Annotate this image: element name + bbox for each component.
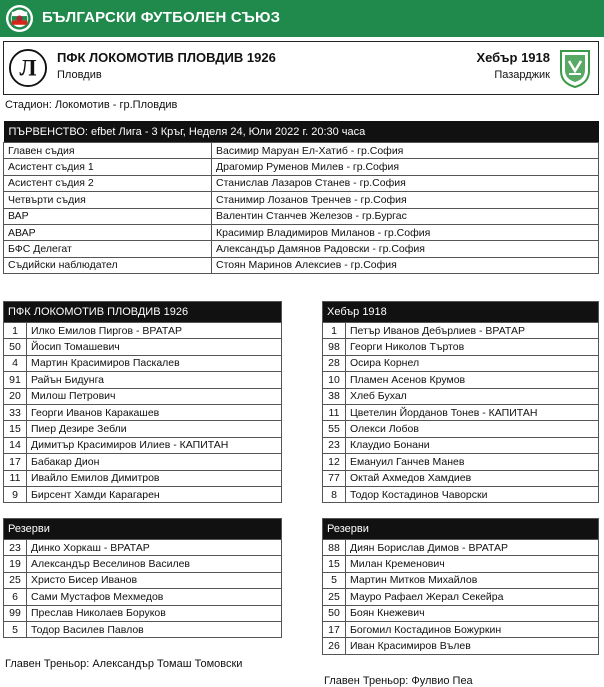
player-number: 77 xyxy=(323,470,346,486)
player-name: Боян Кнежевич xyxy=(346,605,599,621)
stadium-label: Стадион: Локомотив - гр.Пловдив xyxy=(5,99,178,111)
away-coach: Главен Треньор: Фулвио Пеа xyxy=(324,675,473,687)
player-name: Петър Иванов Дебърлиев - ВРАТАР xyxy=(346,323,599,339)
player-number: 17 xyxy=(323,621,346,637)
official-row xyxy=(4,241,599,257)
lokomotiv-crest-icon xyxy=(9,49,47,87)
player-name: Христо Бисер Иванов xyxy=(27,572,282,588)
player-number: 26 xyxy=(323,638,346,654)
player-row xyxy=(323,470,599,486)
player-number: 6 xyxy=(4,589,27,605)
player-name: Димитър Красимиров Илиев - КАПИТАН xyxy=(27,437,282,453)
player-row xyxy=(323,339,599,355)
player-row xyxy=(4,323,282,339)
player-number: 25 xyxy=(4,572,27,588)
official-row xyxy=(4,257,599,273)
player-name: Иван Красимиров Вълев xyxy=(346,638,599,654)
player-number: 23 xyxy=(4,540,27,556)
player-row xyxy=(4,572,282,588)
home-team-city: Пловдив xyxy=(57,69,102,81)
player-row xyxy=(4,437,282,453)
player-row xyxy=(323,454,599,470)
player-name: Цветелин Йорданов Тонев - КАПИТАН xyxy=(346,404,599,420)
player-number: 9 xyxy=(4,486,27,502)
player-row xyxy=(323,638,599,654)
player-row xyxy=(4,388,282,404)
home-lineup-table xyxy=(3,301,282,503)
home-coach: Главен Треньор: Александър Томаш Томовски xyxy=(5,658,243,670)
federation-header xyxy=(0,0,604,37)
official-role: Асистент съдия 1 xyxy=(4,159,212,175)
player-row xyxy=(323,572,599,588)
player-row xyxy=(4,454,282,470)
official-role: Главен съдия xyxy=(4,143,212,159)
player-number: 8 xyxy=(323,486,346,502)
player-name: Мауро Рафаел Жерал Секейра xyxy=(346,589,599,605)
player-number: 11 xyxy=(323,404,346,420)
player-row xyxy=(323,421,599,437)
player-row xyxy=(4,470,282,486)
player-number: 15 xyxy=(4,421,27,437)
player-row xyxy=(323,556,599,572)
player-name: Илко Емилов Пиргов - ВРАТАР xyxy=(27,323,282,339)
player-row xyxy=(4,589,282,605)
player-row xyxy=(4,404,282,420)
officials-table xyxy=(3,121,599,274)
player-name: Тодор Костадинов Чаворски xyxy=(346,486,599,502)
player-row xyxy=(4,486,282,502)
home-lineup-title: ПФК ЛОКОМОТИВ ПЛОВДИВ 1926 xyxy=(4,302,282,323)
away-lineup-table xyxy=(322,301,599,503)
player-row xyxy=(323,621,599,637)
player-number: 99 xyxy=(4,605,27,621)
player-name: Георги Николов Търтов xyxy=(346,339,599,355)
player-name: Милош Петрович xyxy=(27,388,282,404)
home-logo-letter: Л xyxy=(19,55,37,81)
official-name: Стоян Маринов Алексиев - гр.София xyxy=(212,257,599,273)
bfs-crest-icon xyxy=(5,4,34,33)
home-team-name: ПФК ЛОКОМОТИВ ПЛОВДИВ 1926 xyxy=(57,50,276,65)
player-number: 5 xyxy=(4,621,27,637)
official-role: Четвърти съдия xyxy=(4,192,212,208)
player-row xyxy=(4,540,282,556)
official-name: Васимир Маруан Ел-Хатиб - гр.София xyxy=(212,143,599,159)
player-name: Октай Ахмедов Хамдиев xyxy=(346,470,599,486)
official-role: АВАР xyxy=(4,224,212,240)
player-number: 10 xyxy=(323,372,346,388)
player-number: 50 xyxy=(323,605,346,621)
player-name: Йосип Томашевич xyxy=(27,339,282,355)
player-name: Бабакар Дион xyxy=(27,454,282,470)
away-lineup-title: Хебър 1918 xyxy=(323,302,599,323)
player-name: Олекси Лобов xyxy=(346,421,599,437)
player-row xyxy=(323,388,599,404)
official-role: Съдийски наблюдател xyxy=(4,257,212,273)
player-row xyxy=(323,323,599,339)
player-number: 55 xyxy=(323,421,346,437)
player-number: 1 xyxy=(4,323,27,339)
player-number: 12 xyxy=(323,454,346,470)
player-name: Хлеб Бухал xyxy=(346,388,599,404)
official-name: Станислав Лазаров Станев - гр.София xyxy=(212,175,599,191)
official-role: БФС Делегат xyxy=(4,241,212,257)
away-subs-title: Резерви xyxy=(323,519,599,540)
player-number: 38 xyxy=(323,388,346,404)
hebar-crest-icon xyxy=(558,47,592,89)
player-name: Бирсент Хамди Карагарен xyxy=(27,486,282,502)
official-row xyxy=(4,208,599,224)
player-row xyxy=(323,355,599,371)
player-row xyxy=(4,372,282,388)
player-row xyxy=(4,421,282,437)
official-row xyxy=(4,192,599,208)
official-name: Красимир Владимиров Миланов - гр.София xyxy=(212,224,599,240)
player-row xyxy=(4,339,282,355)
official-row xyxy=(4,143,599,159)
player-name: Пиер Дезире Зебли xyxy=(27,421,282,437)
official-role: ВАР xyxy=(4,208,212,224)
player-number: 23 xyxy=(323,437,346,453)
player-row xyxy=(323,404,599,420)
away-subs-table xyxy=(322,518,599,655)
player-number: 11 xyxy=(4,470,27,486)
official-name: Драгомир Руменов Милев - гр.София xyxy=(212,159,599,175)
player-number: 15 xyxy=(323,556,346,572)
player-number: 4 xyxy=(4,355,27,371)
player-row xyxy=(4,621,282,637)
player-row xyxy=(323,486,599,502)
player-row xyxy=(4,556,282,572)
player-name: Клаудио Бонани xyxy=(346,437,599,453)
player-name: Александър Веселинов Василев xyxy=(27,556,282,572)
official-name: Александър Дамянов Радовски - гр.София xyxy=(212,241,599,257)
teams-panel xyxy=(3,41,599,95)
player-number: 25 xyxy=(323,589,346,605)
player-name: Мартин Митков Михайлов xyxy=(346,572,599,588)
player-name: Георги Иванов Каракашев xyxy=(27,404,282,420)
player-name: Мартин Красимиров Паскалев xyxy=(27,355,282,371)
player-number: 88 xyxy=(323,540,346,556)
player-number: 98 xyxy=(323,339,346,355)
player-name: Емануил Ганчев Манев xyxy=(346,454,599,470)
federation-title: БЪЛГАРСКИ ФУТБОЛЕН СЪЮЗ xyxy=(42,9,281,26)
away-team-city: Пазарджик xyxy=(494,69,550,81)
player-row xyxy=(323,540,599,556)
player-row xyxy=(4,605,282,621)
player-number: 5 xyxy=(323,572,346,588)
player-number: 19 xyxy=(4,556,27,572)
official-name: Станимир Лозанов Тренчев - гр.София xyxy=(212,192,599,208)
player-name: Динко Хоркаш - ВРАТАР xyxy=(27,540,282,556)
player-name: Пламен Асенов Крумов xyxy=(346,372,599,388)
home-subs-title: Резерви xyxy=(4,519,282,540)
official-row xyxy=(4,224,599,240)
player-row xyxy=(4,355,282,371)
player-name: Богомил Костадинов Божуркин xyxy=(346,621,599,637)
player-number: 50 xyxy=(4,339,27,355)
player-number: 1 xyxy=(323,323,346,339)
player-name: Осира Корнел xyxy=(346,355,599,371)
player-number: 28 xyxy=(323,355,346,371)
competition-header: ПЪРВЕНСТВО: efbet Лига - 3 Кръг, Неделя 24, Юли 2022 г. 20:30 часа xyxy=(4,121,599,143)
player-number: 20 xyxy=(4,388,27,404)
player-row xyxy=(323,372,599,388)
player-number: 33 xyxy=(4,404,27,420)
player-name: Ивайло Емилов Димитров xyxy=(27,470,282,486)
player-name: Диян Борислав Димов - ВРАТАР xyxy=(346,540,599,556)
player-name: Преслав Николаев Боруков xyxy=(27,605,282,621)
official-name: Валентин Станчев Железов - гр.Бургас xyxy=(212,208,599,224)
player-name: Милан Кременович xyxy=(346,556,599,572)
player-row xyxy=(323,437,599,453)
home-subs-table xyxy=(3,518,282,638)
player-number: 17 xyxy=(4,454,27,470)
player-number: 91 xyxy=(4,372,27,388)
player-number: 14 xyxy=(4,437,27,453)
official-role: Асистент съдия 2 xyxy=(4,175,212,191)
official-row xyxy=(4,159,599,175)
official-row xyxy=(4,175,599,191)
player-name: Сами Мустафов Мехмедов xyxy=(27,589,282,605)
player-row xyxy=(323,589,599,605)
player-name: Тодор Василев Павлов xyxy=(27,621,282,637)
player-name: Райън Бидунга xyxy=(27,372,282,388)
player-row xyxy=(323,605,599,621)
away-team-name: Хебър 1918 xyxy=(476,50,550,65)
